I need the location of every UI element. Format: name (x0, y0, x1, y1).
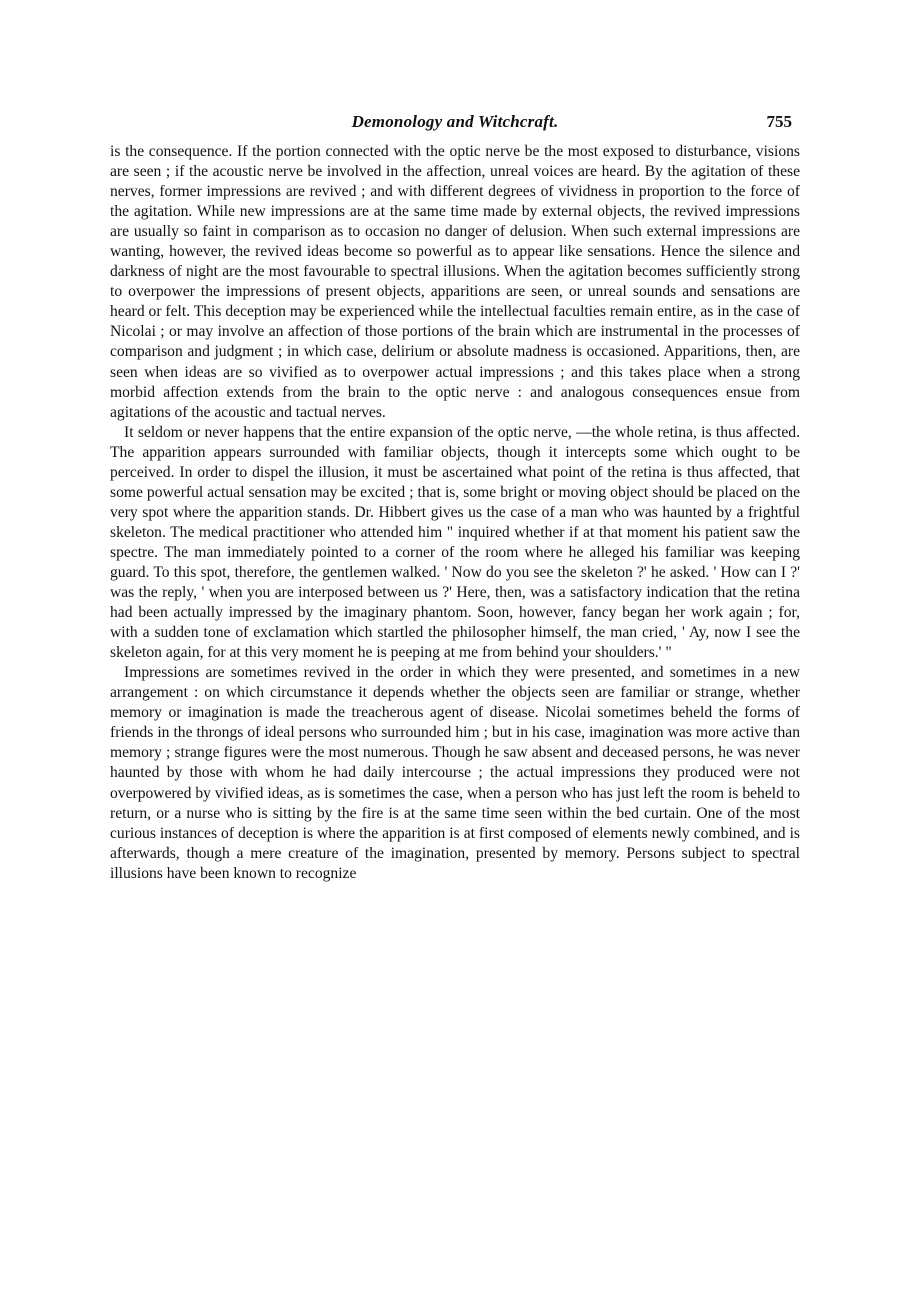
page-number: 755 (766, 112, 792, 131)
running-head (110, 112, 800, 140)
paragraph-impressions: Impressions are sometimes revived in the order in which they were presented, and sometimes in a new arrangement : on which circumstance it depends whether the objects seen are familiar or strange, whether memory or imagination is made the treacherous agent of disease. Nicolai sometimes beheld the forms of friends in the throngs of ideal persons who surrounded him ; but in his case, imagination was more active than memory ; strange figures were the most numerous. Though he saw absent and deceased persons, he was never haunted by those with whom he had daily intercourse ; the actual impressions they produced were not overpowered by vivified ideas, as is sometimes the case, when a person who has just left the room is beheld to return, or a nurse who is sitting by the fire is at the same time seen within the bed curtain. One of the most curious instances of deception is where the apparition is at first composed of elements newly combined, and is afterwards, though a mere creature of the imagination, presented by memory. Persons subject to spectral illusions have been known to recognize (110, 664, 800, 882)
paragraph-optic-nerve: It seldom or never happens that the entire expansion of the optic nerve, —the whole retina, is thus affected. The apparition appears surrounded with familiar objects, though it intercepts some which ought to be perceived. In order to dispel the illusion, it must be ascertained what point of the retina is thus affected, that some powerful actual sensation may be excited ; that is, some bright or moving object should be placed on the very spot where the apparition stands. Dr. Hibbert gives us the case of a man who was haunted by a frightful skeleton. The medical practitioner who attended him " inquired whether if at that moment his patient saw the spectre. The man immediately pointed to a corner of the room where he alleged his familiar was keeping guard. To this spot, therefore, the gentlemen walked. ' Now do you see the skeleton ?' he asked. ' How can I ?' was the reply, ' when you are interposed between us ?' Here, then, was a satisfactory indication that the retina had been actually impressed by the imaginary phantom. Soon, however, fancy began her work again ; for, with a sudden tone of exclamation which startled the philosopher himself, the man cried, ' Ay, now I see the skeleton again, for at this very moment he is peeping at me from behind your shoulders.' " (110, 423, 800, 662)
running-title: Demonology and Witchcraft. (351, 112, 559, 131)
paragraph-continuation: is the consequence. If the portion connected with the optic nerve be the most exposed to disturbance, visions are seen ; if the acoustic nerve be involved in the affection, unreal voices are heard. By the agitation of these nerves, former impressions are revived ; and with different degrees of vividness in proportion to the force of the agitation. While new impressions are at the same time made by external objects, the revived impressions are usually so faint in comparison as to occasion no danger of delusion. When such external impressions are wanting, however, the revived ideas become so powerful as to appear like sensations. Hence the silence and darkness of night are the most favourable to spectral illusions. When the agitation becomes sufficiently strong to overpower the impressions of present objects, apparitions are seen, or unreal sounds and sensations are heard or felt. This deception may be experienced while the intellectual faculties remain entire, as in the case of Nicolai ; or may involve an affection of those portions of the brain which are instrumental in the processes of comparison and judgment ; in which case, delirium or absolute madness is occasioned. Apparitions, then, are seen when ideas are so vivified as to overpower actual impressions ; and this takes place when a strong morbid affection extends from the brain to the optic nerve : and analogous consequences ensue from agitations of the acoustic and tactual nerves. (110, 143, 800, 421)
body-text (110, 142, 800, 884)
